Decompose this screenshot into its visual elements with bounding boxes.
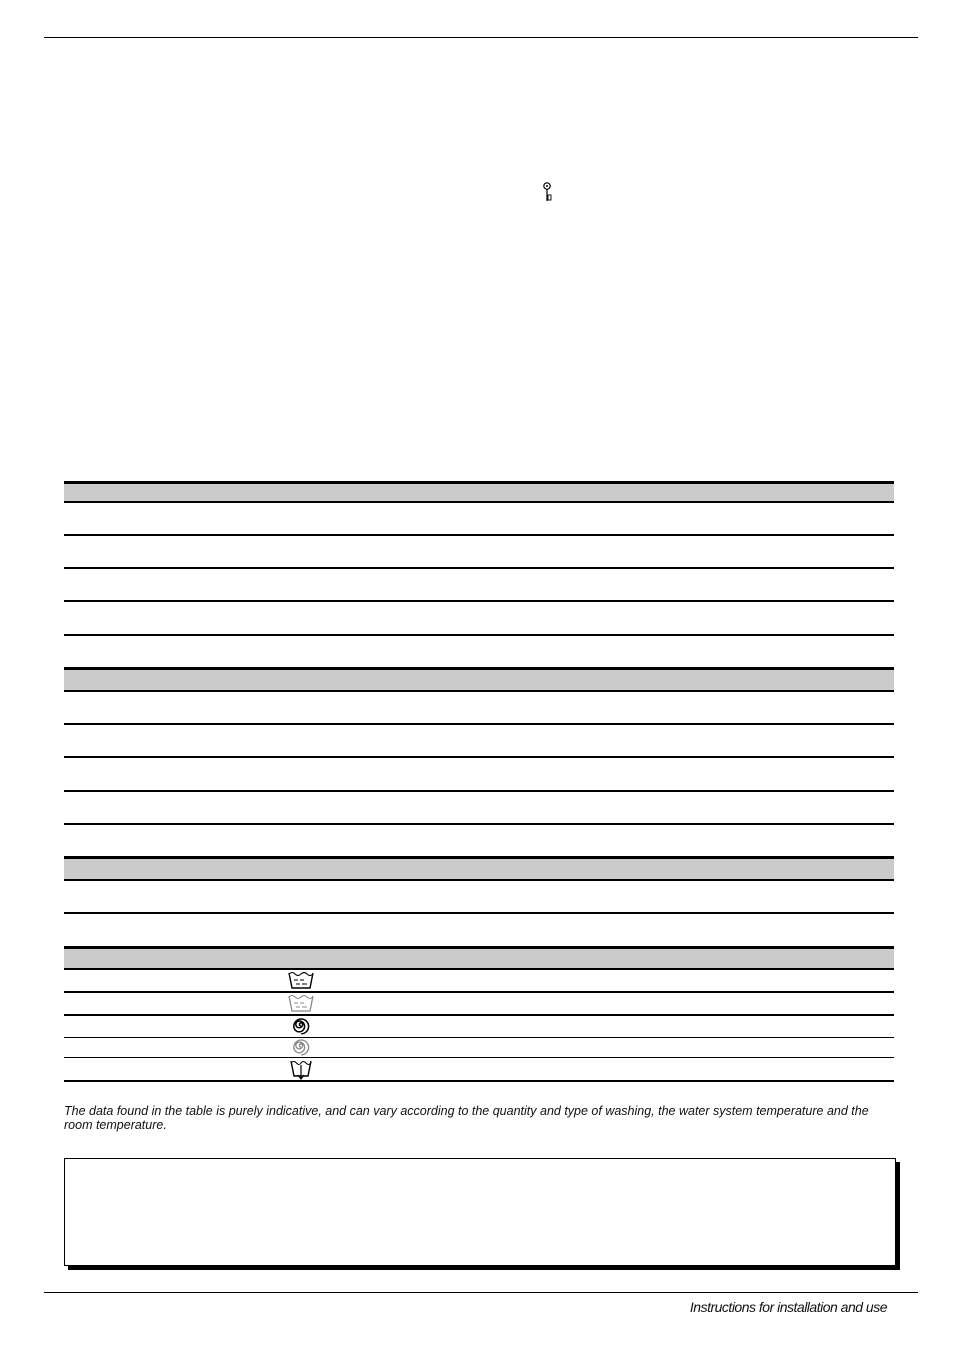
table-row-rule <box>64 1037 894 1038</box>
table-row-rule <box>64 968 894 970</box>
drain-icon <box>286 1058 316 1080</box>
table-row-rule <box>64 723 894 725</box>
table-row-rule <box>64 912 894 914</box>
table-row-rule <box>64 790 894 792</box>
table-row-rule <box>64 690 894 692</box>
table-row-rule <box>64 634 894 636</box>
header-rule <box>44 37 918 38</box>
table-row-rule <box>64 501 894 503</box>
delicate-spin-icon <box>286 1036 316 1058</box>
table-section-header-2 <box>64 667 894 691</box>
footer-title: Instructions for installation and use <box>689 1299 887 1315</box>
table-row-rule <box>64 567 894 569</box>
table-section-header-4 <box>64 946 894 969</box>
key-icon <box>541 182 553 204</box>
table-row-rule <box>64 1014 894 1016</box>
table-row-rule <box>64 600 894 602</box>
table-row-rule <box>64 1057 894 1058</box>
table-note: The data found in the table is purely indicative, and can vary according to the quantity and type of washing, the water system temperature and the room temperature. <box>64 1104 869 1132</box>
table-row-rule <box>64 1080 894 1082</box>
wash-icon <box>286 969 316 991</box>
table-row-rule <box>64 879 894 881</box>
rinse-icon <box>286 992 316 1014</box>
table-row-rule <box>64 534 894 536</box>
table-row-rule <box>64 991 894 993</box>
info-box <box>64 1158 896 1266</box>
table-section-header-1 <box>64 481 894 502</box>
footer-rule <box>44 1292 918 1293</box>
table-section-header-3 <box>64 856 894 880</box>
table-row-rule <box>64 756 894 758</box>
spin-icon <box>286 1015 316 1037</box>
table-row-rule <box>64 823 894 825</box>
